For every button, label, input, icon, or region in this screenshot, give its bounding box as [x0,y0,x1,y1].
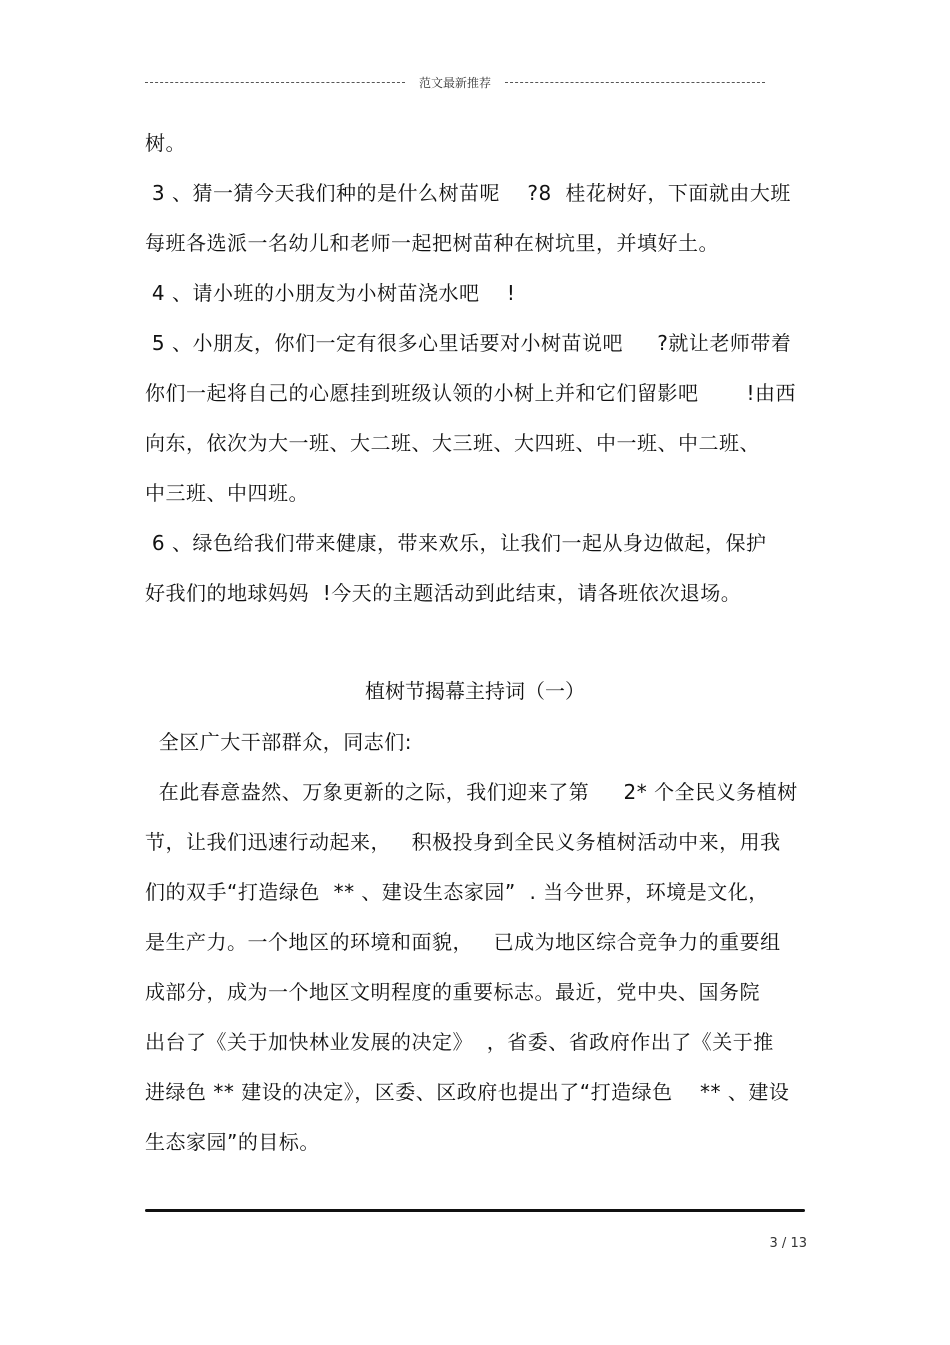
text-line: 出台了《关于加快林业发展的决定》 ，省委、省政府作出了《关于推 [145,1030,774,1054]
page-number: 3 / 13 [769,1236,807,1251]
text-line: 中三班、中四班。 [145,481,309,505]
text-line: 们的双手“打造绿色 ** 、建设生态家园” . 当今世界，环境是文化， [145,880,769,904]
header-dash-left [145,82,405,83]
text-line: 6 、绿色给我们带来健康，带来欢乐，让我们一起从身边做起，保护 [145,531,767,555]
text-line: 在此春意盎然、万象更新的之际，我们迎来了第 2* 个全民义务植树 [145,780,798,804]
text-line: 每班各选派一名幼儿和老师一起把树苗种在树坑里，并填好土。 [145,231,719,255]
text-line: 节，让我们迅速行动起来， 积极投身到全民义务植树活动中来，用我 [145,830,781,854]
page-header [145,72,765,92]
text-line: 你们一起将自己的心愿挂到班级认领的小树上并和它们留影吧 !由西 [145,381,797,405]
text-line: 进绿色 ** 建设的决定》，区委、区政府也提出了“打造绿色 ** 、建设 [145,1080,790,1104]
text-line: 向东，依次为大一班、大二班、大三班、大四班、中一班、中二班、 [145,431,760,455]
header-label: 范文最新推荐 [419,75,492,90]
text-line: 3 、猜一猜今天我们种的是什么树苗呢 ?8 桂花树好，下面就由大班 [145,181,791,205]
text-line: 4 、请小班的小朋友为小树苗浇水吧 ! [145,281,516,305]
text-line: 5 、小朋友，你们一定有很多心里话要对小树苗说吧 ?就让老师带着 [145,331,792,355]
text-line: 树。 [145,131,186,155]
footer-rule [145,1209,805,1212]
text-line: 生态家园”的目标。 [145,1130,320,1154]
header-dash-right [505,82,765,83]
text-line: 全区广大干部群众，同志们: [145,730,412,754]
text-line: 是生产力。一个地区的环境和面貌， 已成为地区综合竞争力的重要组 [145,930,781,954]
text-line: 成部分，成为一个地区文明程度的重要标志。最近，党中央、国务院 [145,980,760,1004]
text-line: 好我们的地球妈妈 !今天的主题活动到此结束，请各班依次退场。 [145,581,742,605]
section-title: 植树节揭幕主持词（一） [365,679,585,703]
